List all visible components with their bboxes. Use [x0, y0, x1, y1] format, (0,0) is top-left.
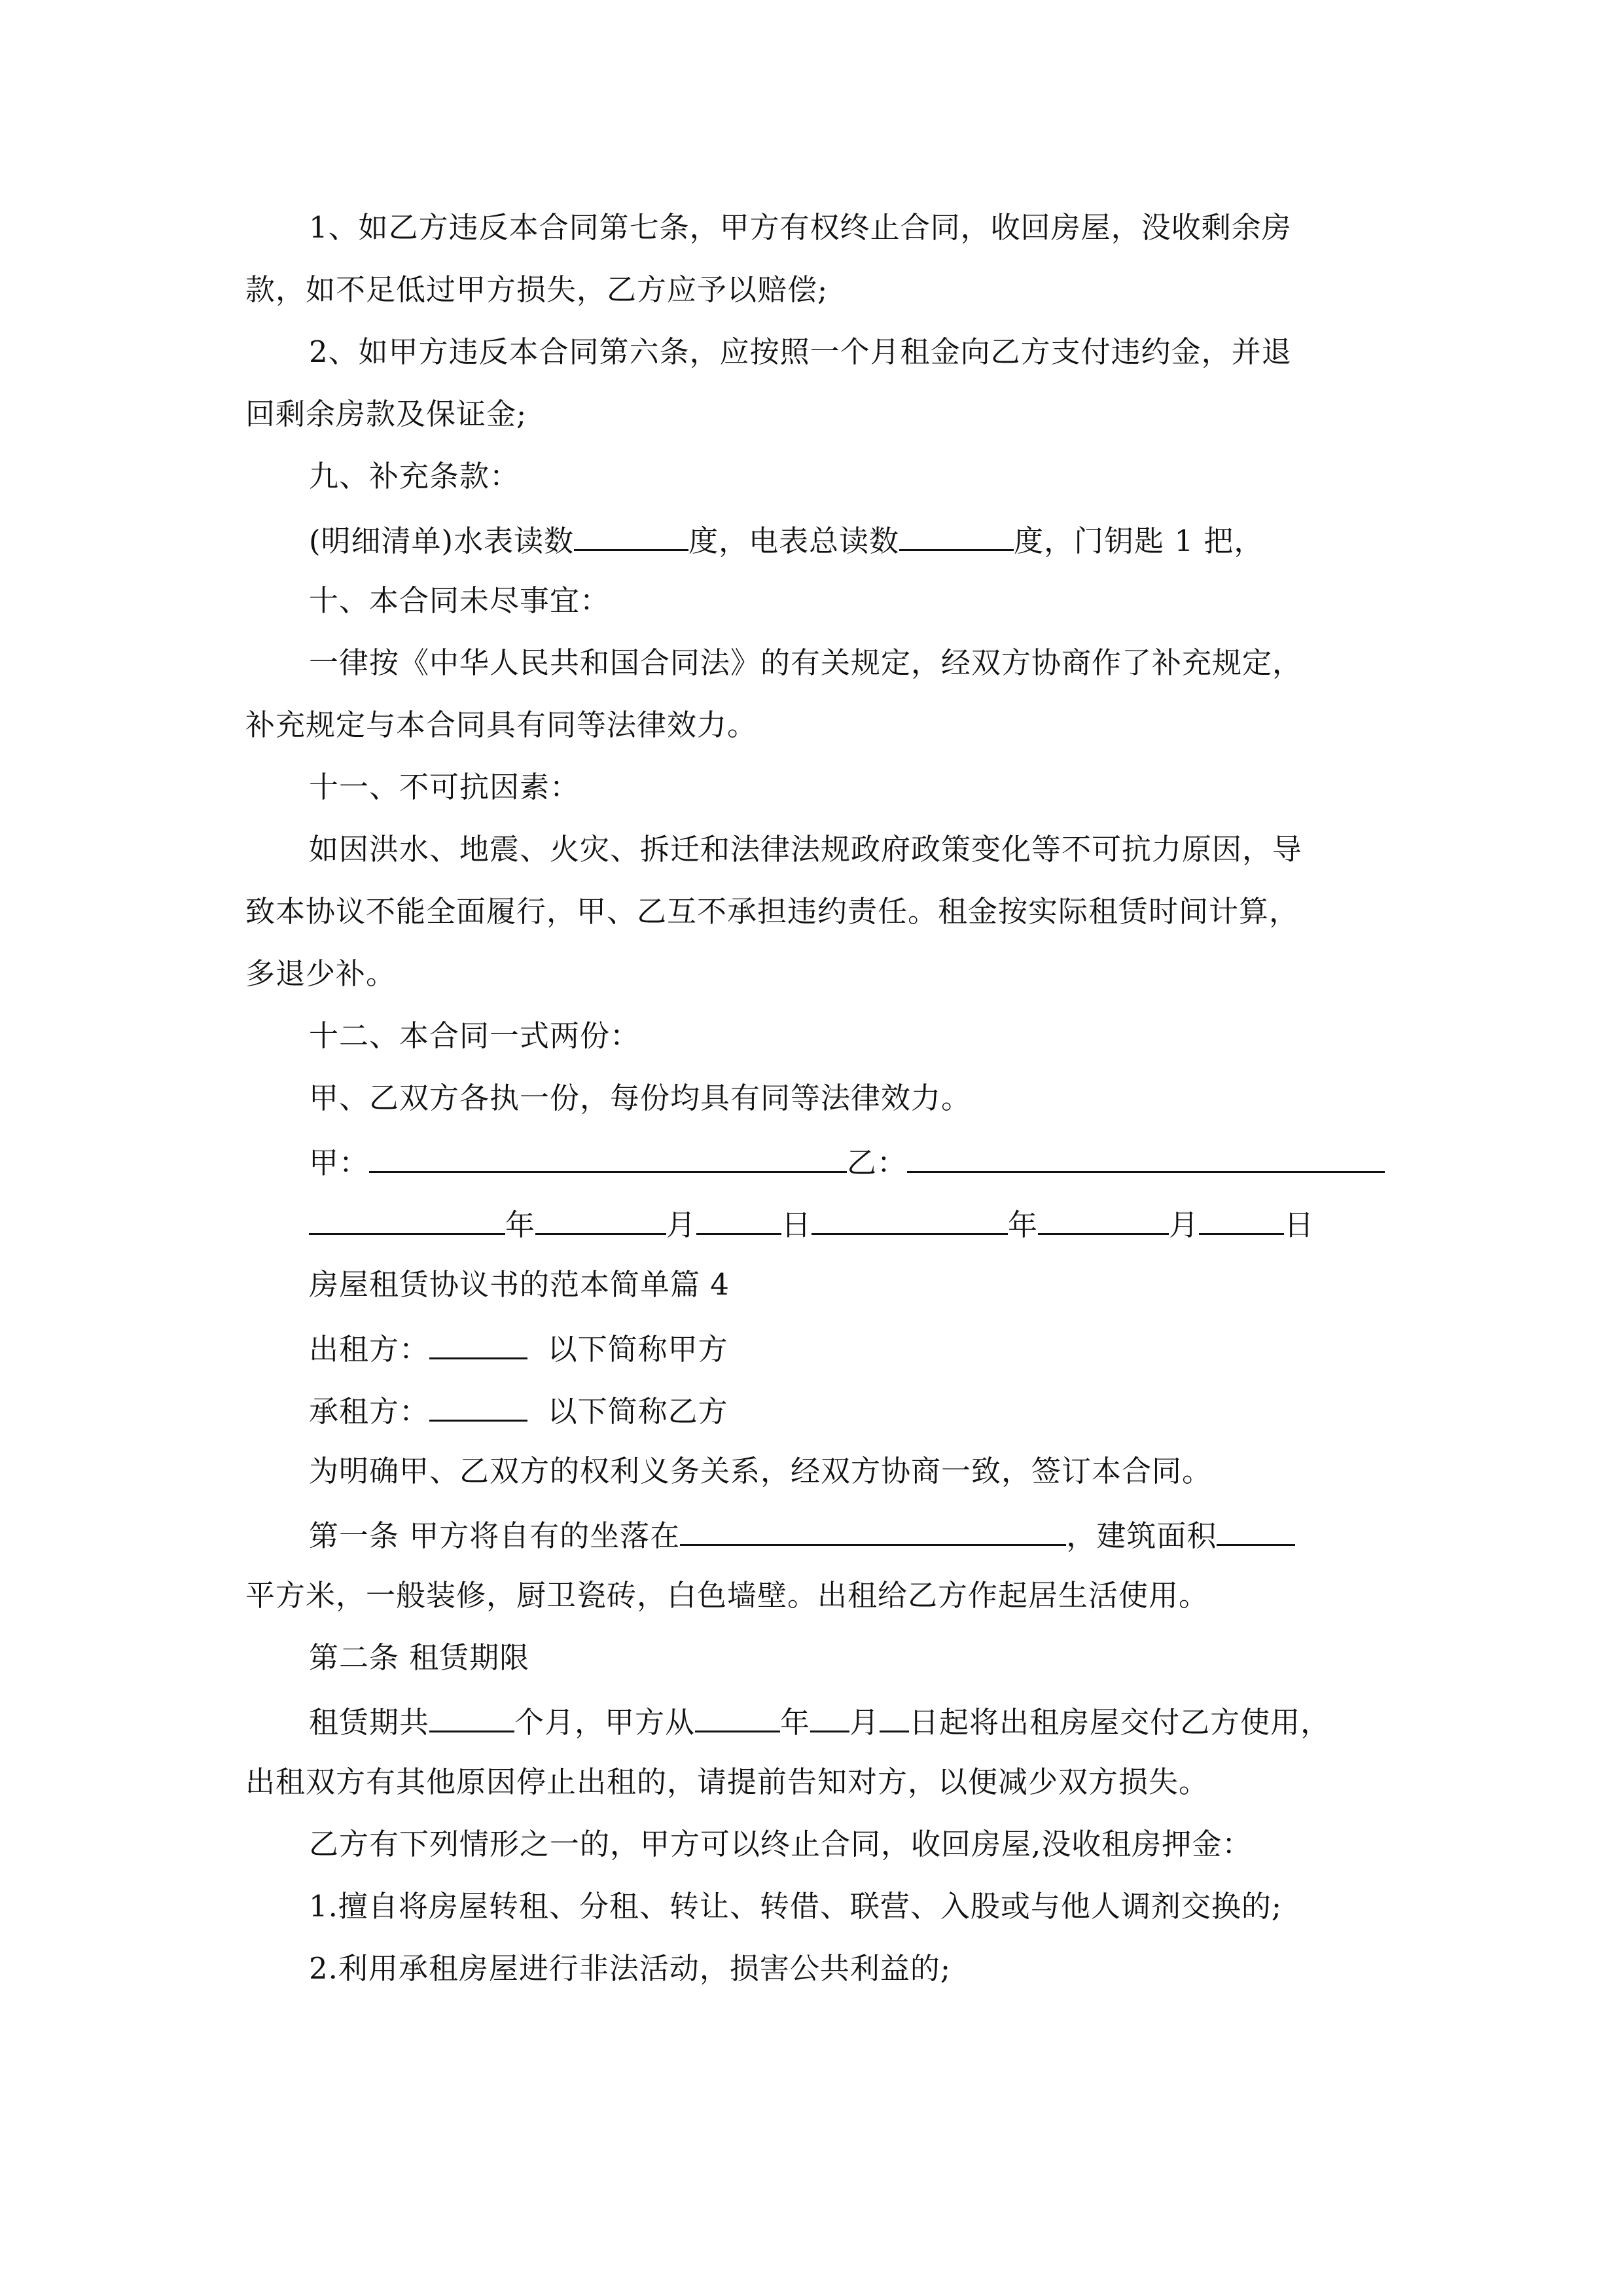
year-blank[interactable] — [812, 1204, 1008, 1235]
article-1-text: ，建筑面积 — [1066, 1518, 1217, 1553]
date-line — [309, 1204, 1314, 1241]
year-label: 年 — [505, 1208, 536, 1242]
year-blank[interactable] — [309, 1204, 505, 1235]
clause-paragraph-cont: 出租双方有其他原因停止出租的，请提前告知对方，以便减少双方损失。 — [245, 1765, 1209, 1799]
start-year-blank[interactable] — [695, 1702, 780, 1732]
party-a-label: 甲： — [309, 1145, 370, 1180]
month-blank[interactable] — [535, 1204, 666, 1235]
start-day-blank[interactable] — [880, 1702, 909, 1732]
lessor-note: 以下简称甲方 — [547, 1332, 728, 1367]
section-heading: 十二、本合同一式两份： — [309, 1018, 641, 1053]
clause-paragraph: 如因洪水、地震、火灾、拆迁和法律法规政府政策变化等不可抗力原因，导 — [309, 832, 1303, 867]
clause-paragraph-cont: 平方米，一般装修，厨卫瓷砖，白色墙壁。出租给乙方作起居生活使用。 — [245, 1578, 1209, 1613]
property-location-blank[interactable] — [680, 1515, 1066, 1546]
lessor-label: 出租方： — [309, 1332, 430, 1367]
year-label: 年 — [1008, 1208, 1039, 1242]
clause-paragraph-cont: 补充规定与本合同具有同等法律效力。 — [245, 708, 758, 742]
electric-reading-blank[interactable] — [899, 520, 1014, 551]
start-month-blank[interactable] — [810, 1702, 849, 1732]
lessee-note: 以下简称乙方 — [547, 1394, 728, 1429]
clause-paragraph: 乙方有下列情形之一的，甲方可以终止合同，收回房屋,没收租房押金： — [309, 1827, 1253, 1861]
clause-paragraph: 一律按《中华人民共和国合同法》的有关规定，经双方协商作了补充规定， — [309, 645, 1303, 680]
section-heading: 十一、不可抗因素： — [309, 770, 580, 804]
term-text: 个月，甲方从 — [514, 1705, 696, 1740]
day-blank[interactable] — [696, 1204, 781, 1235]
clause-paragraph-cont: 致本协议不能全面履行，甲、乙互不承担违约责任。租金按实际租赁时间计算， — [245, 894, 1300, 929]
month-blank[interactable] — [1038, 1204, 1169, 1235]
lessee-label: 承租方： — [309, 1394, 430, 1429]
meter-reading-line — [309, 520, 1264, 557]
meter-label: 度，电表总读数 — [688, 524, 900, 558]
clause-paragraph-cont: 多退少补。 — [245, 956, 397, 991]
day-label: 日 — [781, 1208, 812, 1242]
party-a-signature-blank[interactable] — [369, 1142, 847, 1173]
day-label: 日 — [1284, 1208, 1315, 1242]
day-blank[interactable] — [1199, 1204, 1284, 1235]
clause-paragraph: 1、如乙方违反本合同第七条，甲方有权终止合同，收回房屋，没收剩余房 — [309, 210, 1292, 245]
term-text: 年 — [780, 1705, 811, 1740]
clause-paragraph: 2、如甲方违反本合同第六条，应按照一个月租金向乙方支付违约金，并退 — [309, 334, 1292, 369]
document-title: 房屋租赁协议书的范本简单篇 4 — [309, 1267, 730, 1302]
condition-item: 1.擅自将房屋转租、分租、转让、转借、联营、入股或与他人调剂交换的; — [309, 1889, 1283, 1924]
section-heading: 十、本合同未尽事宜： — [309, 583, 611, 618]
party-b-label: 乙： — [847, 1145, 908, 1180]
meter-label: 度，门钥匙 1 把， — [1014, 524, 1264, 558]
months-blank[interactable] — [429, 1702, 514, 1732]
lessor-line — [309, 1329, 728, 1365]
month-label: 月 — [666, 1208, 697, 1242]
clause-paragraph: 甲、乙双方各执一份，每份均具有同等法律效力。 — [309, 1081, 972, 1115]
term-text: 月 — [849, 1705, 880, 1740]
signature-line — [309, 1142, 1385, 1179]
clause-paragraph-cont: 回剩余房款及保证金; — [245, 397, 527, 431]
article-1-text: 第一条 甲方将自有的坐落在 — [309, 1518, 681, 1553]
lessee-blank[interactable] — [429, 1391, 527, 1422]
article-1-line — [309, 1515, 1295, 1552]
condition-item: 2.利用承租房屋进行非法活动，损害公共利益的; — [309, 1951, 952, 1986]
lease-term-line — [309, 1702, 1330, 1738]
clause-paragraph-cont: 款，如不足低过甲方损失，乙方应予以赔偿; — [245, 272, 829, 307]
party-b-signature-blank[interactable] — [907, 1142, 1385, 1173]
meter-label: (明细清单)水表读数 — [309, 524, 575, 558]
term-text: 日起将出租房屋交付乙方使用， — [909, 1705, 1331, 1740]
lessor-blank[interactable] — [429, 1329, 527, 1359]
lessee-line — [309, 1391, 728, 1427]
term-text: 租赁期共 — [309, 1705, 430, 1740]
month-label: 月 — [1169, 1208, 1200, 1242]
water-reading-blank[interactable] — [574, 520, 688, 551]
section-heading: 九、补充条款： — [309, 459, 520, 493]
section-heading: 第二条 租赁期限 — [309, 1640, 530, 1675]
floor-area-blank[interactable] — [1217, 1515, 1295, 1546]
clause-paragraph: 为明确甲、乙双方的权利义务关系，经双方协商一致，签订本合同。 — [309, 1454, 1213, 1488]
